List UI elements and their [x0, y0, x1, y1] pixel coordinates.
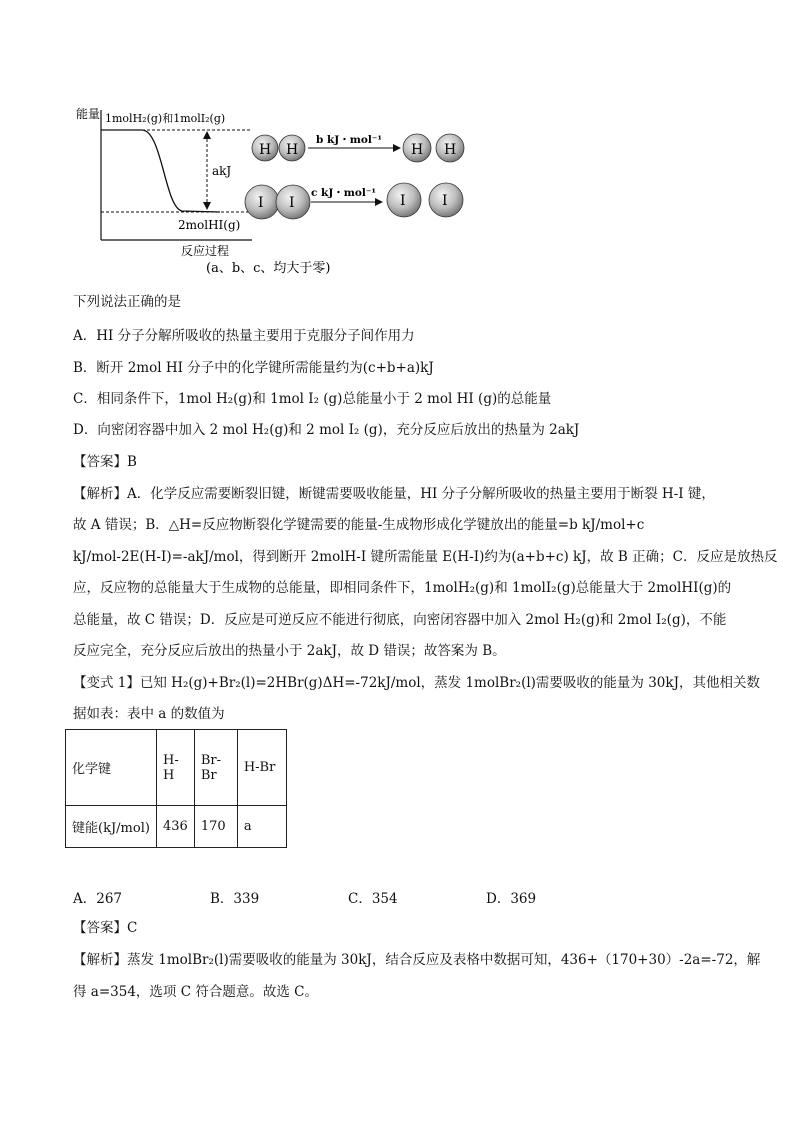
h-atom-label: H: [444, 142, 457, 158]
bond-energy-table: [65, 729, 287, 848]
arrow-up-icon: [203, 131, 211, 139]
h-atom-label: H: [286, 142, 299, 158]
energy-gap-label: akJ: [212, 164, 232, 178]
analysis-line: 【解析】蒸发 1molBr₂(l)需要吸收的能量为 30kJ，结合反应及表格中数据可知，436+（170+30）-2a=-72，解: [73, 952, 761, 968]
question-stem: 下列说法正确的是: [73, 294, 181, 310]
option-c: C．354: [348, 891, 398, 907]
arrow-i-label: c kJ・mol⁻¹: [311, 187, 377, 199]
option-d: D．向密闭容器中加入 2 mol H₂(g)和 2 mol I₂ (g)，充分反应后放出的热量为 2akJ: [73, 422, 580, 438]
arrow-down-icon: [203, 202, 211, 210]
answer: 【答案】C: [73, 920, 138, 936]
analysis-line: 应，反应物的总能量大于生成物的总能量，即相同条件下，1molH₂(g)和 1molI₂(g)总能量大于 2molHI(g)的: [73, 580, 732, 596]
table-cell: Br-Br: [194, 730, 237, 806]
table-cell: 化学键: [66, 730, 157, 806]
option-d: D．369: [486, 891, 537, 907]
table-cell: H-Br: [237, 730, 286, 806]
energy-diagram: [70, 98, 490, 280]
analysis-line: 反应完全，充分反应后放出的热量小于 2akJ，故 D 错误；故答案为 B。: [73, 643, 506, 659]
i-atom-label: I: [258, 195, 264, 211]
variant-stem: 【变式 1】已知 H₂(g)+Br₂(l)=2HBr(g)ΔH=-72kJ/mol，蒸发 1molBr₂(l)需要吸收的能量为 30kJ，其他相关数: [73, 675, 760, 691]
table-cell: 键能(kJ/mol): [66, 806, 157, 848]
analysis-line: 【解析】A．化学反应需要断裂旧键，断键需要吸收能量，HI 分子分解所吸收的热量主要用于断裂 H-I 键，: [73, 486, 715, 502]
table-row: [66, 730, 287, 806]
option-a: A．HI 分子分解所吸收的热量主要用于克服分子间作用力: [73, 328, 415, 344]
bottom-level-label: 2molHI(g): [178, 218, 241, 232]
i-atom-label: I: [442, 193, 448, 209]
option-b: B．断开 2mol HI 分子中的化学键所需能量约为(c+b+a)kJ: [73, 360, 434, 376]
table-row: [66, 806, 287, 848]
h-atom-label: H: [411, 142, 424, 158]
analysis-line: 故 A 错误；B．△H=反应物断裂化学键需要的能量-生成物形成化学键放出的能量=b kJ/mol+c: [73, 517, 645, 533]
arrow-h-label: b kJ・mol⁻¹: [316, 134, 382, 146]
i-atom-label: I: [400, 193, 406, 209]
analysis-line: 得 a=354，选项 C 符合题意。故选 C。: [73, 984, 318, 1000]
analysis-line: kJ/mol-2E(H-I)=-akJ/mol，得到断开 2molH-I 键所需能量 E(H-I)约为(a+b+c) kJ，故 B 正确；C．反应是放热反: [73, 549, 778, 565]
figure-caption: (a、b、c、均大于零): [206, 261, 331, 276]
option-c: C．相同条件下，1mol H₂(g)和 1mol I₂ (g)总能量小于 2 mol HI (g)的总能量: [73, 391, 552, 407]
x-axis-label: 反应过程: [181, 244, 230, 258]
variant-stem: 据如表：表中 a 的数值为: [73, 706, 225, 722]
table-cell: 436: [157, 806, 195, 848]
energy-curve: [101, 130, 220, 212]
table-cell: 170: [194, 806, 237, 848]
table-cell: a: [237, 806, 286, 848]
energy-diagram-svg: [70, 98, 490, 280]
h-atom-label: H: [259, 142, 272, 158]
analysis-line: 总能量，故 C 错误；D．反应是可逆反应不能进行彻底，向密闭容器中加入 2mol H₂(g)和 2mol I₂(g)，不能: [73, 612, 727, 628]
i-atom-label: I: [289, 195, 295, 211]
option-b: B．339: [210, 891, 260, 907]
top-level-label: 1molH₂(g)和1molI₂(g): [105, 112, 226, 125]
y-axis-label: 能量: [76, 107, 101, 121]
answer: 【答案】B: [73, 454, 137, 470]
table-cell: H-H: [157, 730, 195, 806]
option-a: A．267: [73, 891, 123, 907]
